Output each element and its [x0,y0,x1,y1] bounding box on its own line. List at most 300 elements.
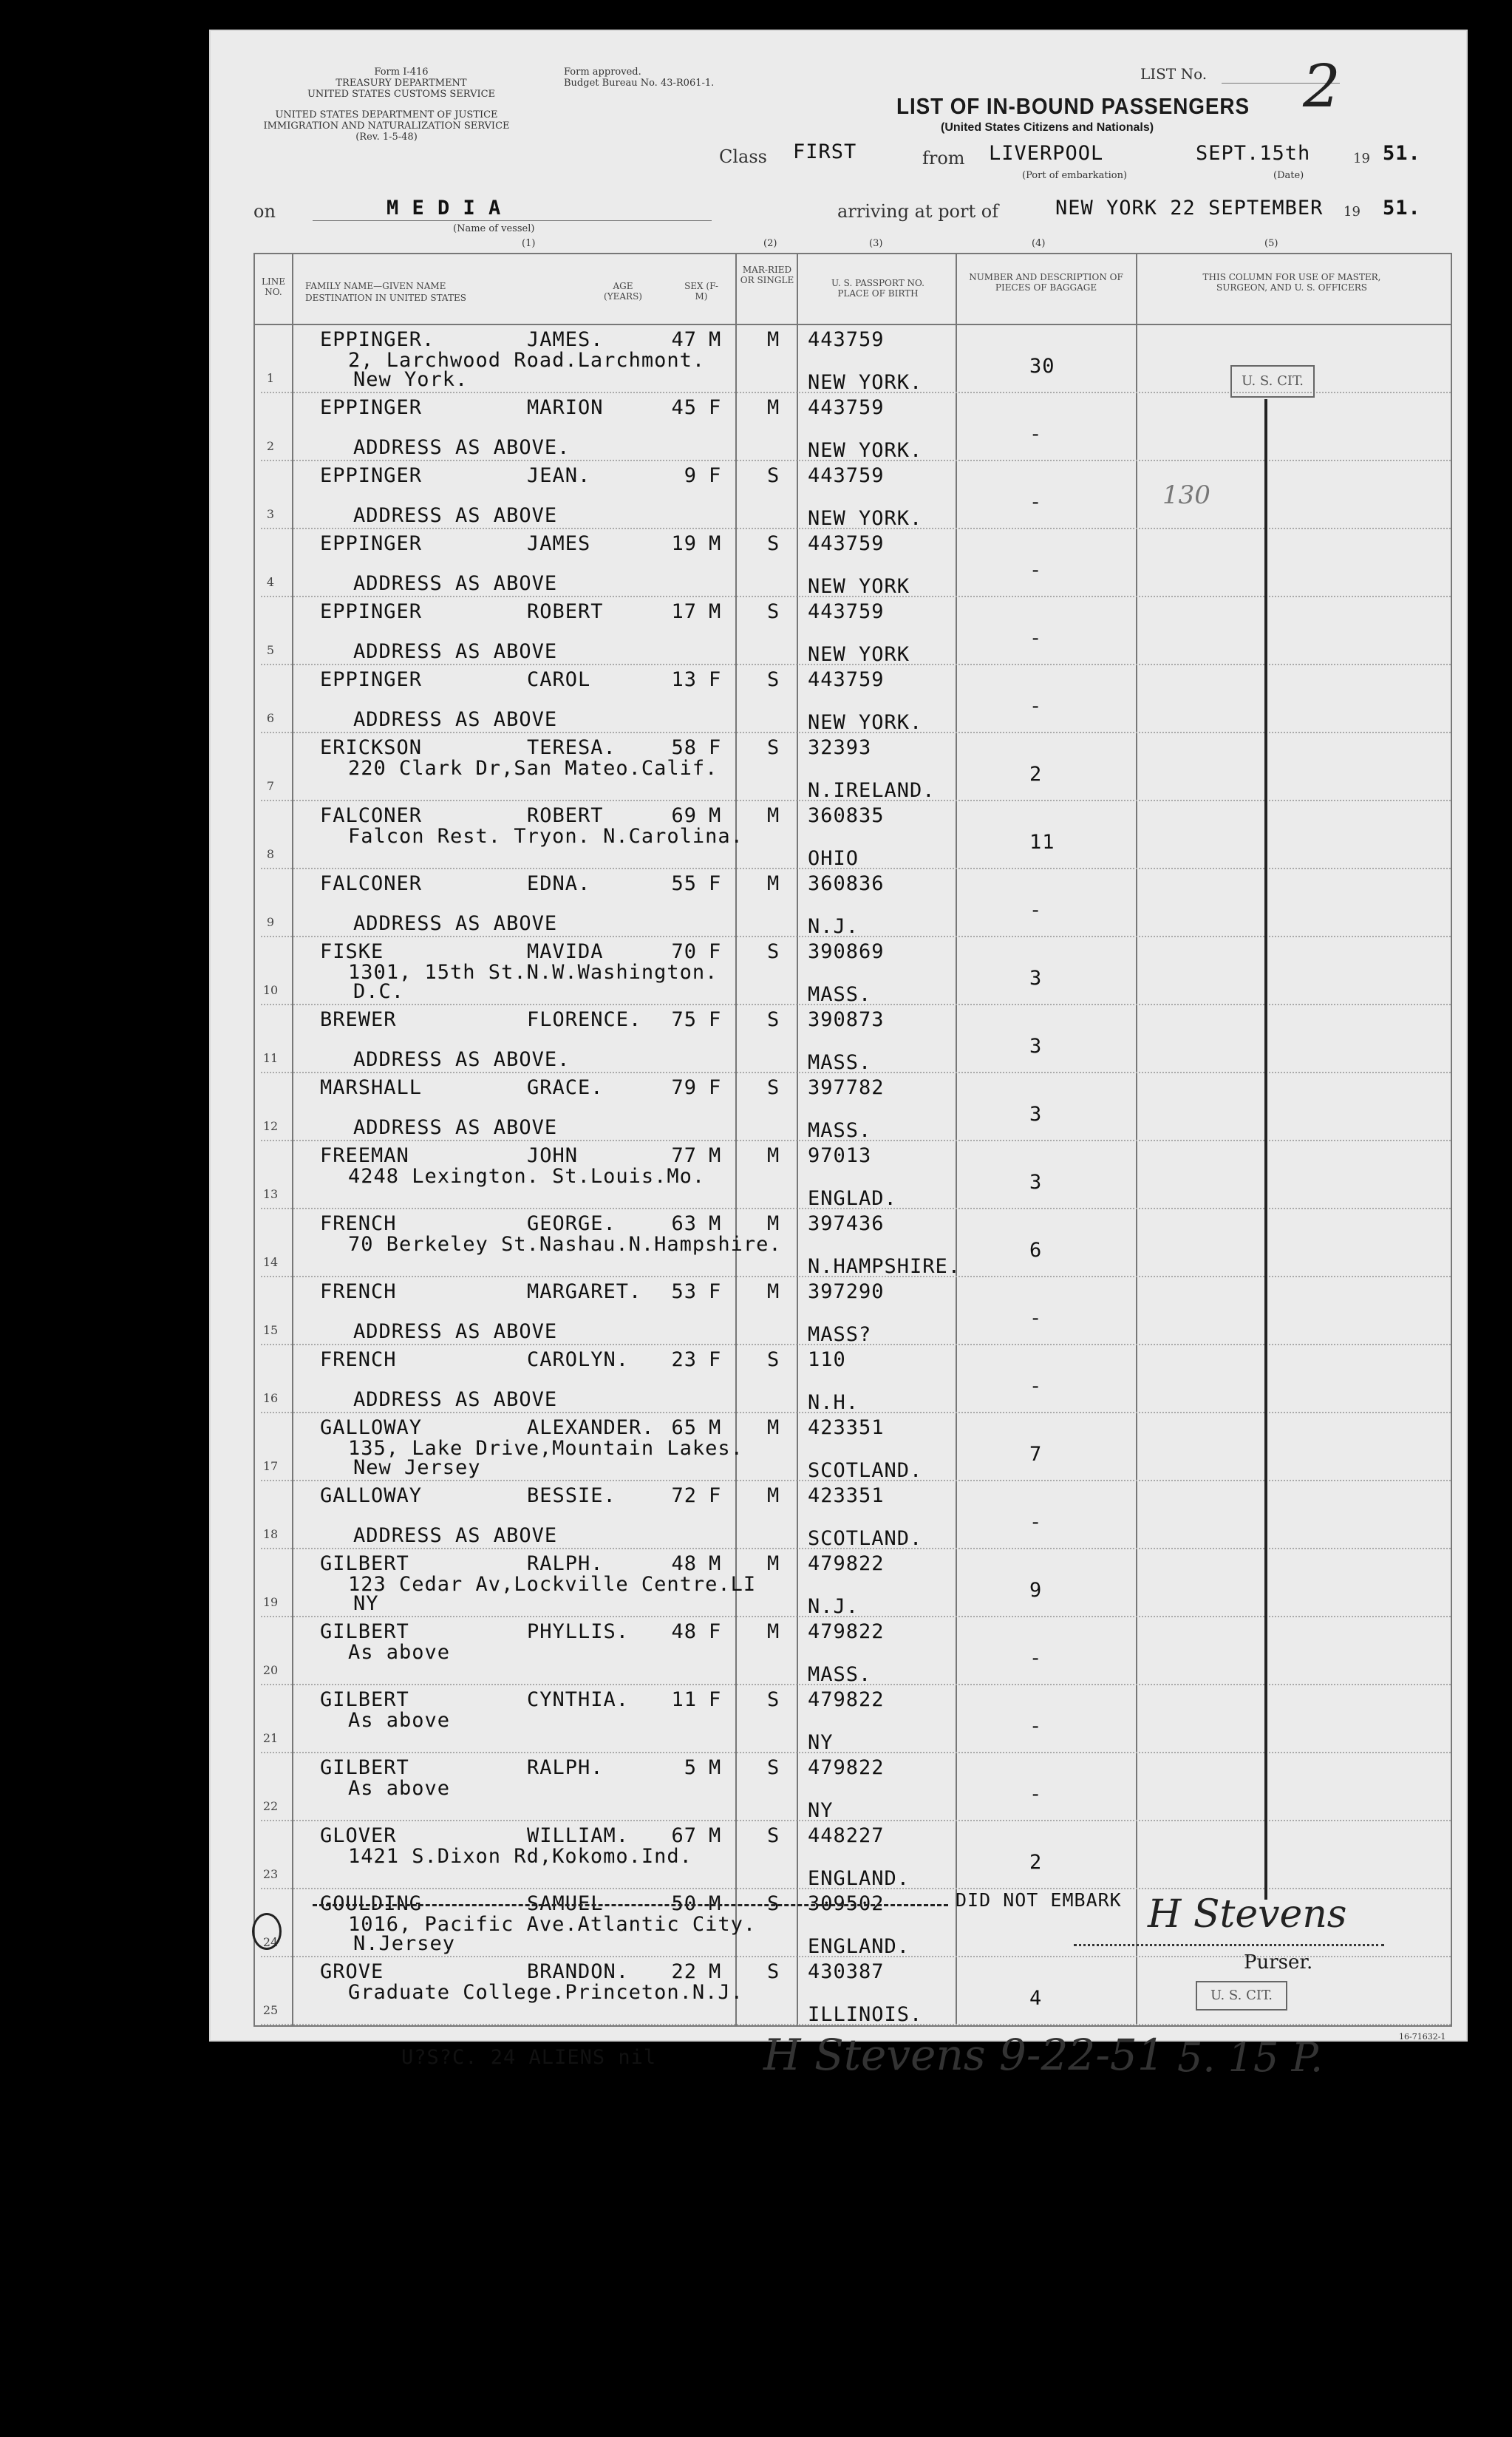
destination-line2: ADDRESS AS ABOVE [353,1320,558,1343]
passenger-sex: M [709,1960,722,1983]
place-of-birth: NEW YORK [808,643,910,666]
passenger-surname: BREWER [320,1008,397,1031]
col-num-1: (1) [522,238,536,249]
passenger-sex: F [709,736,722,759]
place-of-birth: N.H. [808,1391,859,1414]
baggage-count: 3 [1029,1103,1043,1126]
destination-line1: 4248 Lexington. St.Louis.Mo. [348,1165,706,1188]
passenger-marital: M [767,872,780,895]
passenger-surname: FALCONER [320,804,423,827]
passenger-given-name: PHYLLIS. [527,1620,630,1643]
destination-line1: 220 Clark Dr,San Mateo.Calif. [348,757,718,780]
place-of-birth: ILLINOIS. [808,2003,923,2026]
place-of-birth: MASS. [808,1119,872,1142]
passport-number: 479822 [808,1688,885,1711]
place-of-birth: ENGLAND. [808,1867,910,1890]
line-number: 11 [262,1051,279,1065]
passenger-surname: FRENCH [320,1280,397,1303]
destination-line2: N.Jersey [353,1932,456,1955]
passenger-marital: M [767,396,780,419]
passenger-marital: S [767,940,780,963]
passenger-sex: M [709,532,722,555]
place-of-birth: N.J. [808,1595,859,1618]
destination-line1: Falcon Rest. Tryon. N.Carolina. [348,825,743,848]
passenger-age: 69 [671,804,697,827]
line-number: 8 [266,847,275,861]
passenger-sex: F [709,872,722,895]
date-value: SEPT.15th [1196,142,1311,165]
line-number: 15 [262,1323,279,1337]
baggage-count: - [1029,695,1043,718]
row-divider [261,936,1451,937]
destination-line2: ADDRESS AS ABOVE [353,1388,558,1411]
passenger-surname: FREEMAN [320,1144,409,1167]
line-number: 20 [262,1663,279,1677]
passenger-marital: M [767,1620,780,1643]
passport-number: 97013 [808,1144,872,1167]
baggage-count: - [1029,1715,1043,1738]
passenger-marital: S [767,600,780,623]
passenger-sex: M [709,1416,722,1439]
place-of-birth: N.IRELAND. [808,779,936,802]
passenger-age: 45 [671,396,697,419]
line-number: 10 [262,983,279,997]
line-number: 9 [266,915,275,929]
arrival-port: NEW YORK 22 SEPTEMBER [1055,197,1324,220]
passenger-sex: F [709,668,722,691]
baggage-count: - [1029,559,1043,582]
passenger-marital: S [767,464,780,487]
line-number: 2 [266,439,275,453]
baggage-count: 7 [1029,1443,1043,1466]
purser-label: Purser. [1244,1951,1313,1974]
passenger-given-name: SAMUEL [527,1892,604,1915]
baggage-count: 4 [1029,1987,1043,2010]
passport-number: 423351 [808,1416,885,1439]
passenger-age: 47 [671,328,697,351]
passenger-marital: S [767,1348,780,1371]
place-of-birth: NY [808,1799,834,1822]
footer-aliens: U?S?C. 24 ALIENS nil [401,2046,657,2069]
destination-line1: 1301, 15th St.N.W.Washington. [348,961,718,984]
passenger-surname: FISKE [320,940,384,963]
baggage-count: 9 [1029,1579,1043,1602]
passenger-marital: M [767,1144,780,1167]
header-officers: THIS COLUMN FOR USE OF MASTER, SURGEON, AND U. S. OFFICERS [1202,272,1381,293]
justice-dept: UNITED STATES DEPARTMENT OF JUSTICE [275,109,498,120]
passenger-sex: F [709,1280,722,1303]
passenger-given-name: MARION [527,396,604,419]
treasury-dept: TREASURY DEPARTMENT [336,78,467,89]
baggage-count: 3 [1029,1035,1043,1058]
destination-line1: 2, Larchwood Road.Larchmont. [348,349,706,372]
passenger-marital: S [767,1960,780,1983]
row-divider [261,1888,1451,1889]
passenger-given-name: CAROL [527,668,591,691]
passport-number: 443759 [808,532,885,555]
row-divider [261,1480,1451,1481]
baggage-count: - [1029,1307,1043,1330]
place-of-birth: OHIO [808,847,859,870]
line-number: 24 [262,1935,279,1949]
page-subtitle: (United States Citizens and Nationals) [941,121,1154,134]
passenger-marital: S [767,668,780,691]
passenger-surname: GILBERT [320,1756,409,1779]
header-line: LINE NO. [262,276,285,297]
baggage-count: - [1029,627,1043,650]
passenger-surname: GLOVER [320,1824,397,1847]
revision: (Rev. 1-5-48) [355,132,418,143]
place-of-birth: ENGLAD. [808,1187,897,1210]
passenger-sex: M [709,1756,722,1779]
passenger-given-name: BESSIE. [527,1484,616,1507]
baggage-count: - [1029,899,1043,922]
passenger-age: 65 [671,1416,697,1439]
vessel-caption: (Name of vessel) [453,223,535,234]
destination-line2: ADDRESS AS ABOVE [353,912,558,935]
passport-number: 423351 [808,1484,885,1507]
destination-line1: 123 Cedar Av,Lockville Centre.LI [348,1573,757,1596]
baggage-count: 30 [1029,355,1055,378]
passenger-given-name: CYNTHIA. [527,1688,630,1711]
header-passport: U. S. PASSPORT NO. PLACE OF BIRTH [831,278,924,299]
passenger-given-name: EDNA. [527,872,591,895]
row-divider [261,1344,1451,1345]
header-sex: SEX (F-M) [684,281,718,302]
passenger-age: 67 [671,1824,697,1847]
passenger-given-name: ALEXANDER. [527,1416,655,1439]
line-number: 13 [262,1187,279,1201]
ins-service: IMMIGRATION AND NATURALIZATION SERVICE [263,120,510,132]
passenger-marital: S [767,1076,780,1099]
passport-number: 443759 [808,396,885,419]
destination-line2: ADDRESS AS ABOVE [353,1116,558,1139]
did-not-embark: DID NOT EMBARK [956,1889,1122,1911]
passenger-surname: GROVE [320,1960,384,1983]
row-divider [261,800,1451,801]
passenger-age: 48 [671,1552,697,1575]
class-value: FIRST [793,140,857,163]
passenger-sex: F [709,1484,722,1507]
destination-line2: New York. [353,368,469,391]
passenger-surname: ERICKSON [320,736,423,759]
punch-hole [131,229,165,263]
destination-line2: New Jersey [353,1456,481,1479]
passenger-given-name: ROBERT [527,600,604,623]
passenger-marital: M [767,1280,780,1303]
destination-line2: ADDRESS AS ABOVE [353,640,558,663]
strike-through [313,1904,948,1906]
place-of-birth: MASS. [808,983,872,1006]
passenger-marital: S [767,1892,780,1915]
punch-hole [135,1722,169,1756]
destination-line1: 1421 S.Dixon Rd,Kokomo.Ind. [348,1845,692,1868]
passenger-age: 19 [671,532,697,555]
passport-number: 110 [808,1348,846,1371]
row-divider [261,1412,1451,1413]
master-signature: H Stevens [1148,1892,1347,1937]
header-age: AGE (YEARS) [604,281,642,302]
passenger-age: 22 [671,1960,697,1983]
baggage-count: 2 [1029,1851,1043,1874]
row-divider [261,1276,1451,1277]
place-of-birth: NY [808,1731,834,1754]
passport-number: 430387 [808,1960,885,1983]
row-divider [261,868,1451,869]
passenger-given-name: RALPH. [527,1756,604,1779]
destination-line2: ADDRESS AS ABOVE [353,708,558,731]
footer-count: 5. 15 P. [1177,2034,1324,2081]
passenger-surname: EPPINGER [320,396,423,419]
passenger-given-name: JEAN. [527,464,591,487]
place-of-birth: MASS. [808,1663,872,1686]
passenger-marital: M [767,1212,780,1235]
punch-hole [135,571,169,605]
passenger-surname: GILBERT [320,1552,409,1575]
passenger-surname: GALLOWAY [320,1484,423,1507]
destination-line2: NY [353,1592,379,1615]
punch-hole [133,701,167,735]
passenger-marital: S [767,1756,780,1779]
passenger-sex: M [709,328,722,351]
passport-number: 443759 [808,464,885,487]
passenger-sex: M [709,1892,722,1915]
place-of-birth: ENGLAND. [808,1935,910,1958]
passenger-surname: MARSHALL [320,1076,423,1099]
passport-number: 443759 [808,668,885,691]
baggage-count: - [1029,423,1043,446]
on-label: on [253,201,276,222]
passenger-sex: F [709,1348,722,1371]
place-of-birth: NEW YORK. [808,371,923,394]
row-divider [261,1820,1451,1821]
punch-hole [137,1029,171,1063]
place-of-birth: NEW YORK. [808,439,923,462]
passenger-surname: GILBERT [320,1688,409,1711]
line-number: 14 [262,1255,279,1269]
baggage-count: - [1029,1647,1043,1670]
passenger-surname: EPPINGER [320,464,423,487]
place-of-birth: SCOTLAND. [808,1527,923,1550]
circle-mark [252,1913,282,1950]
baggage-count: 11 [1029,831,1055,854]
passport-number: 360836 [808,872,885,895]
arriving-label: arriving at port of [837,201,999,222]
passenger-sex: F [709,940,722,963]
passenger-sex: M [709,1552,722,1575]
line-number: 7 [266,779,275,793]
destination-line1: As above [348,1641,451,1664]
passenger-sex: F [709,1620,722,1643]
passenger-age: 53 [671,1280,697,1303]
baggage-count: - [1029,1783,1043,1806]
baggage-count: 3 [1029,967,1043,990]
row-divider [261,1140,1451,1141]
passenger-age: 11 [671,1688,697,1711]
arrival-year-prefix: 19 [1344,204,1361,220]
passenger-age: 63 [671,1212,697,1235]
header-married: MAR-RIED OR SINGLE [740,265,794,285]
year-value: 51. [1383,142,1421,165]
passenger-age: 23 [671,1348,697,1371]
passenger-age: 72 [671,1484,697,1507]
passenger-marital: M [767,1484,780,1507]
passenger-surname: EPPINGER. [320,328,435,351]
page-title: LIST OF IN-BOUND PASSENGERS [896,93,1250,119]
from-value: LIVERPOOL [989,142,1104,165]
passport-number: 390873 [808,1008,885,1031]
passenger-age: 75 [671,1008,697,1031]
row-divider [261,1616,1451,1617]
baggage-count: 2 [1029,763,1043,786]
passenger-age: 70 [671,940,697,963]
place-of-birth: NEW YORK [808,575,910,598]
passport-number: 443759 [808,600,885,623]
passenger-sex: M [709,1824,722,1847]
row-divider [261,2024,1451,2025]
place-of-birth: N.J. [808,915,859,938]
line-number: 1 [266,371,275,385]
passenger-given-name: JAMES [527,532,591,555]
year-prefix: 19 [1353,151,1370,166]
row-divider [261,1004,1451,1005]
passenger-sex: M [709,1212,722,1235]
tally-number: 130 [1162,480,1210,510]
passenger-given-name: WILLIAM. [527,1824,630,1847]
form-number: Form I-416 [374,67,429,78]
col-num-5: (5) [1264,238,1278,249]
row-divider [261,460,1451,461]
passenger-surname: EPPINGER [320,532,423,555]
passport-number: 32393 [808,736,872,759]
baggage-count: - [1029,1375,1043,1398]
punch-hole [137,1375,171,1409]
passenger-surname: FRENCH [320,1348,397,1371]
line-number: 12 [262,1119,279,1133]
line-number: 21 [262,1731,279,1745]
destination-line2: D.C. [353,980,405,1003]
col-num-2: (2) [763,238,777,249]
passenger-marital: M [767,1552,780,1575]
passport-number: 448227 [808,1824,885,1847]
passenger-surname: FRENCH [320,1212,397,1235]
passport-number: 443759 [808,328,885,351]
passenger-marital: S [767,1824,780,1847]
passenger-age: 5 [684,1756,697,1779]
passenger-given-name: ROBERT [527,804,604,827]
line-number: 4 [266,575,275,589]
passport-number: 479822 [808,1756,885,1779]
budget-bureau: Budget Bureau No. 43-R061-1. [564,78,715,89]
list-number: 2 [1303,52,1341,120]
passenger-sex: F [709,1008,722,1031]
arrival-year: 51. [1383,197,1421,220]
baggage-count: - [1029,1511,1043,1534]
passenger-age: 13 [671,668,697,691]
destination-line1: As above [348,1777,451,1800]
passenger-given-name: MAVIDA [527,940,604,963]
destination-line2: ADDRESS AS ABOVE [353,504,558,527]
passport-number: 479822 [808,1552,885,1575]
uscit-stamp: U. S. CIT. [1196,1981,1287,2011]
row-divider [261,1208,1451,1209]
row-divider [261,1684,1451,1685]
passenger-sex: F [709,1688,722,1711]
passenger-surname: FALCONER [320,872,423,895]
line-number: 5 [266,643,275,657]
passenger-given-name: GEORGE. [527,1212,616,1235]
vessel-name: M E D I A [386,197,502,220]
row-divider [261,596,1451,597]
form-approved: Form approved. [564,67,641,78]
passport-number: 397436 [808,1212,885,1235]
line-number: 6 [266,711,275,725]
passport-number: 397290 [808,1280,885,1303]
passenger-age: 48 [671,1620,697,1643]
passenger-age: 17 [671,600,697,623]
col-num-4: (4) [1032,238,1046,249]
list-no-label: LIST No. [1140,65,1208,83]
passenger-age: 58 [671,736,697,759]
passenger-given-name: BRANDON. [527,1960,630,1983]
col-num-3: (3) [869,238,883,249]
line-number: 22 [262,1799,279,1813]
place-of-birth: SCOTLAND. [808,1459,923,1482]
passenger-given-name: MARGARET. [527,1280,642,1303]
destination-line1: 1016, Pacific Ave.Atlantic City. [348,1913,757,1936]
passenger-given-name: CAROLYN. [527,1348,630,1371]
passenger-surname: GOULDING [320,1892,423,1915]
form-code: 16-71632-1 [1399,2032,1446,2042]
line-number: 3 [266,507,275,521]
passenger-marital: M [767,328,780,351]
passenger-marital: M [767,1416,780,1439]
destination-line2: ADDRESS AS ABOVE [353,572,558,595]
passenger-marital: S [767,736,780,759]
header-name: FAMILY NAME—GIVEN NAME [305,281,446,291]
baggage-count: - [1029,491,1043,514]
passenger-given-name: RALPH. [527,1552,604,1575]
row-divider [261,664,1451,665]
passenger-given-name: TERESA. [527,736,616,759]
passenger-sex: F [709,396,722,419]
row-divider [261,732,1451,733]
passenger-marital: S [767,1008,780,1031]
line-number: 19 [262,1595,279,1609]
manifest-page [209,30,1468,2081]
row-divider [261,1752,1451,1753]
class-label: Class [719,146,767,167]
line-number: 17 [262,1459,279,1473]
passenger-given-name: JOHN [527,1144,579,1167]
passport-number: 479822 [808,1620,885,1643]
destination-line2: ADDRESS AS ABOVE [353,1524,558,1547]
destination-line2: ADDRESS AS ABOVE. [353,436,571,459]
place-of-birth: MASS? [808,1323,872,1346]
passenger-age: 50 [671,1892,697,1915]
line-number: 18 [262,1527,279,1541]
passenger-given-name: FLORENCE. [527,1008,642,1031]
date-caption: (Date) [1273,170,1304,181]
passenger-surname: EPPINGER [320,668,423,691]
place-of-birth: N.HAMPSHIRE. [808,1255,961,1278]
passenger-age: 79 [671,1076,697,1099]
line-number: 23 [262,1867,279,1881]
passenger-sex: F [709,1076,722,1099]
row-divider [261,528,1451,529]
destination-line1: 70 Berkeley St.Nashau.N.Hampshire. [348,1233,782,1256]
uscit-stamp-top: U. S. CIT. [1230,365,1315,398]
